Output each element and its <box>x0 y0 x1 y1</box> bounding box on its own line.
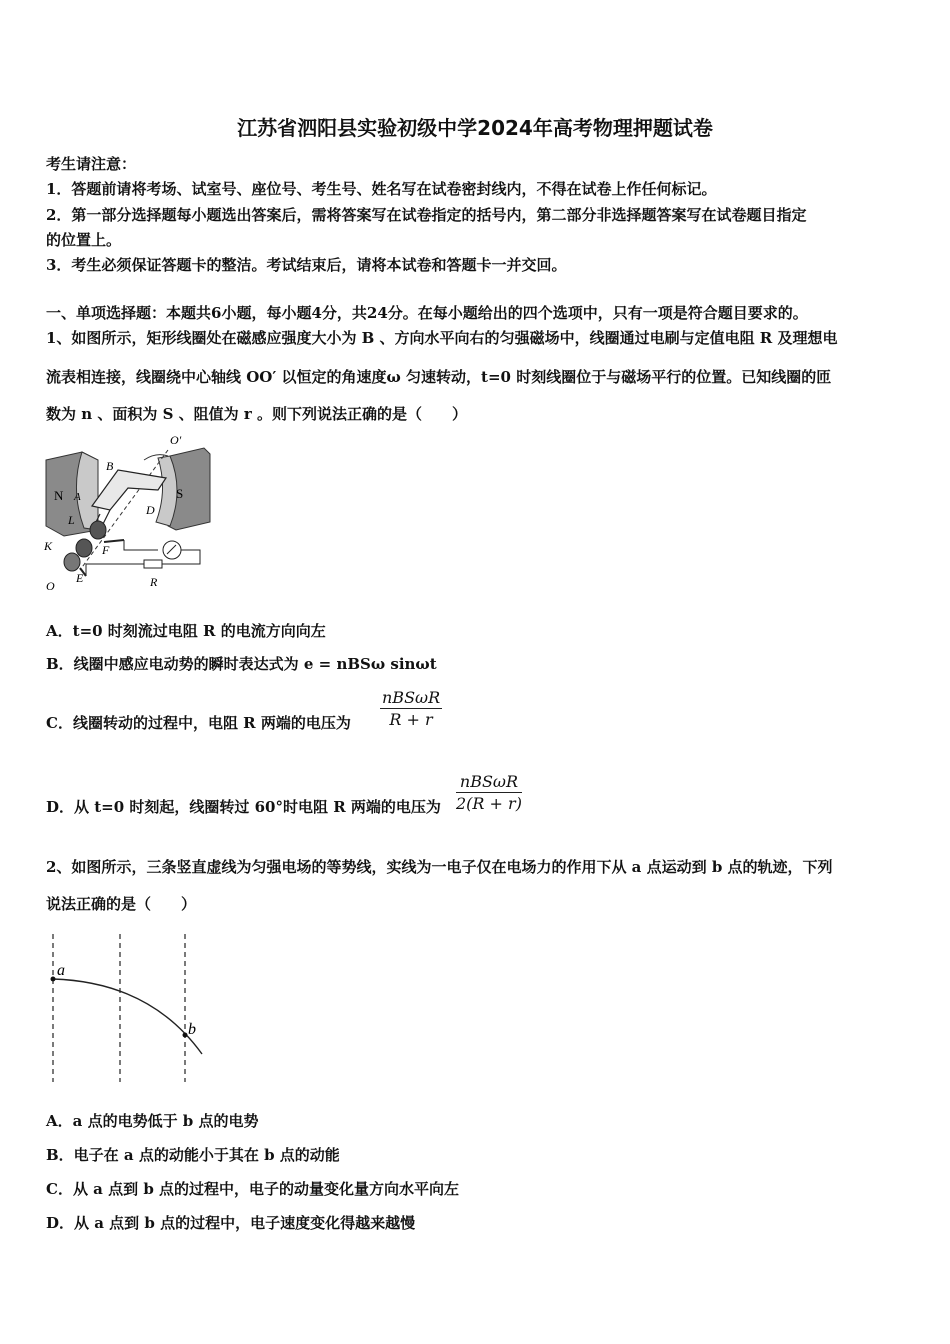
fig1-label-E: E <box>76 571 84 585</box>
notice-item-3: 3．考生必须保证答题卡的整洁。考试结束后，请将本试卷和答题卡一并交回。 <box>46 256 567 274</box>
fig1-label-N: N <box>54 488 64 503</box>
point-b-marker <box>183 1033 188 1038</box>
fig1-label-B: B <box>106 459 114 473</box>
point-a-marker <box>51 977 56 982</box>
fig1-label-O-prime: O′ <box>170 433 182 447</box>
q1-option-d: D．从 t=0 时刻起，线圈转过 60°时电阻 R 两端的电压为 <box>46 798 441 816</box>
notice-heading: 考生请注意： <box>46 155 137 173</box>
q2-stem-line-2: 说法正确的是（ ） <box>46 895 197 913</box>
q2-stem-line-1: 2、如图所示，三条竖直虚线为匀强电场的等势线，实线为一电子仅在电场力的作用下从 a 点运动到 b 点的轨迹，下列 <box>46 858 833 876</box>
q1-stem-line-2: 流表相连接，线圈绕中心轴线 OO′ 以恒定的角速度ω 匀速转动，t=0 时刻线圈位于与磁场平行的位置。已知线圈的匝 <box>46 368 832 386</box>
exam-title: 江苏省泗阳县实验初级中学2024年高考物理押题试卷 <box>237 116 713 140</box>
section-1-heading: 一、单项选择题：本题共6小题，每小题4分，共24分。在每小题给出的四个选项中，只有一项是符合题目要求的。 <box>46 304 808 322</box>
q1-option-a: A．t=0 时刻流过电阻 R 的电流方向向左 <box>46 622 326 640</box>
electron-trajectory <box>53 979 202 1054</box>
q1-option-b: B．线圈中感应电动势的瞬时表达式为 e = nBSω sinωt <box>46 655 437 673</box>
fig1-label-L: L <box>68 513 75 527</box>
q2-option-d: D．从 a 点到 b 点的过程中，电子速度变化得越来越慢 <box>46 1214 416 1232</box>
q1-option-c-denominator: R + r <box>389 710 433 729</box>
fig1-label-A: A <box>74 491 81 503</box>
q1-option-d-denominator: 2(R + r) <box>456 794 522 813</box>
q2-option-a: A．a 点的电势低于 b 点的电势 <box>46 1112 259 1130</box>
fig1-label-D: D <box>146 503 155 517</box>
q1-option-c-numerator: nBSωR <box>382 688 441 707</box>
notice-item-1: 1．答题前请将考场、试室号、座位号、考生号、姓名写在试卷密封线内，不得在试卷上作任何标记。 <box>46 180 717 198</box>
fig1-label-S: S <box>176 486 184 501</box>
fig1-label-F: F <box>102 543 110 557</box>
q1-stem-line-1: 1、如图所示，矩形线圈处在磁感应强度大小为 B 、方向水平向右的匀强磁场中，线圈通过电刷与定值电阻 R 及理想电 <box>46 329 838 347</box>
q1-option-c: C．线圈转动的过程中，电阻 R 两端的电压为 <box>46 714 351 732</box>
q1-stem-line-3: 数为 n 、面积为 S 、阻值为 r 。则下列说法正确的是（ ） <box>46 405 467 423</box>
notice-item-2-cont: 的位置上。 <box>46 231 122 249</box>
fig2-label-b: b <box>188 1021 196 1038</box>
fig2-label-a: a <box>57 962 65 979</box>
notice-item-2: 2．第一部分选择题每小题选出答案后，需将答案写在试卷指定的括号内，第二部分非选择题答案写在试卷题目指定 <box>46 206 807 224</box>
fig1-label-O: O <box>46 579 55 593</box>
q1-option-d-numerator: nBSωR <box>456 772 522 793</box>
fig1-label-R: R <box>150 575 158 589</box>
q1-option-c-fraction <box>380 688 442 729</box>
q2-option-b: B．电子在 a 点的动能小于其在 b 点的动能 <box>46 1146 340 1164</box>
q2-option-c: C．从 a 点到 b 点的过程中，电子的动量变化量方向水平向左 <box>46 1180 460 1198</box>
fig1-label-K: K <box>44 539 53 553</box>
q1-option-d-fraction <box>456 772 522 813</box>
q1-generator-figure <box>40 430 220 596</box>
q2-trajectory-figure <box>40 930 220 1085</box>
